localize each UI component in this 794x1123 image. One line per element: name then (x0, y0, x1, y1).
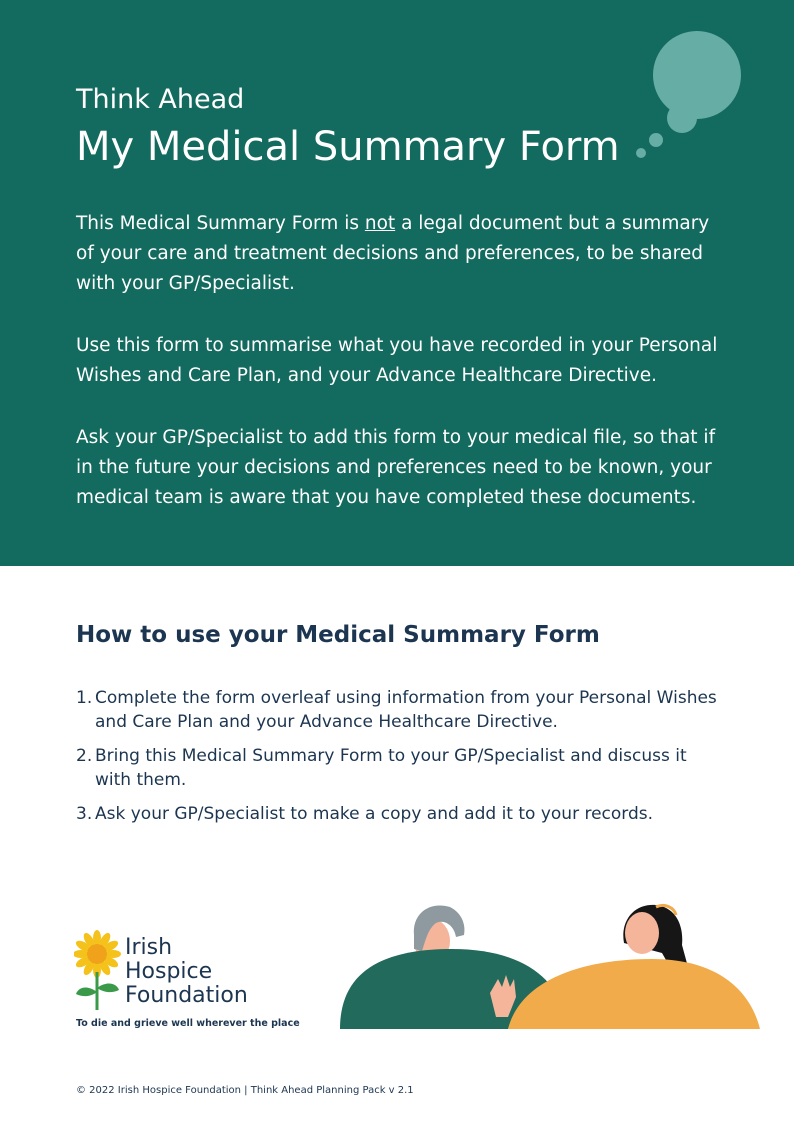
how-to-heading: How to use your Medical Summary Form (76, 622, 600, 648)
sunflower-logo-icon (74, 930, 122, 1012)
kicker-title: Think Ahead (76, 84, 245, 115)
thought-bubble-icon (630, 30, 745, 160)
list-item: 1. Complete the form overleaf using information from your Personal Wishes and Care Plan and your Advance Healthcare Directive. (76, 688, 717, 732)
footer-copyright: © 2022 Irish Hospice Foundation | Think Ahead Planning Pack v 2.1 (76, 1085, 414, 1096)
usage-paragraph: Use this form to summarise what you have recorded in your Personal Wishes and Care Plan, and your Advance Healthcare Directive. (76, 335, 718, 386)
emphasis-not: not (364, 213, 396, 234)
intro-paragraph: This Medical Summary Form is not a legal document but a summary of your care and treatment decisions and preferences, to be shared with your GP/Specialist. (76, 213, 710, 294)
two-people-illustration (340, 893, 760, 1031)
page-title: My Medical Summary Form (76, 124, 620, 170)
list-item: 2. Bring this Medical Summary Form to your GP/Specialist and discuss it with them. (76, 746, 687, 790)
logo-wordmark: Irish Hospice Foundation (125, 935, 248, 1008)
gp-paragraph: Ask your GP/Specialist to add this form to your medical file, so that if in the future your decisions and preferences need to be known, your medical team is aware that you have completed these documents. (76, 427, 716, 508)
logo-tagline: To die and grieve well wherever the place (76, 1018, 300, 1029)
steps-list (76, 686, 726, 836)
list-item: 3. Ask your GP/Specialist to make a copy and add it to your records. (76, 804, 654, 824)
